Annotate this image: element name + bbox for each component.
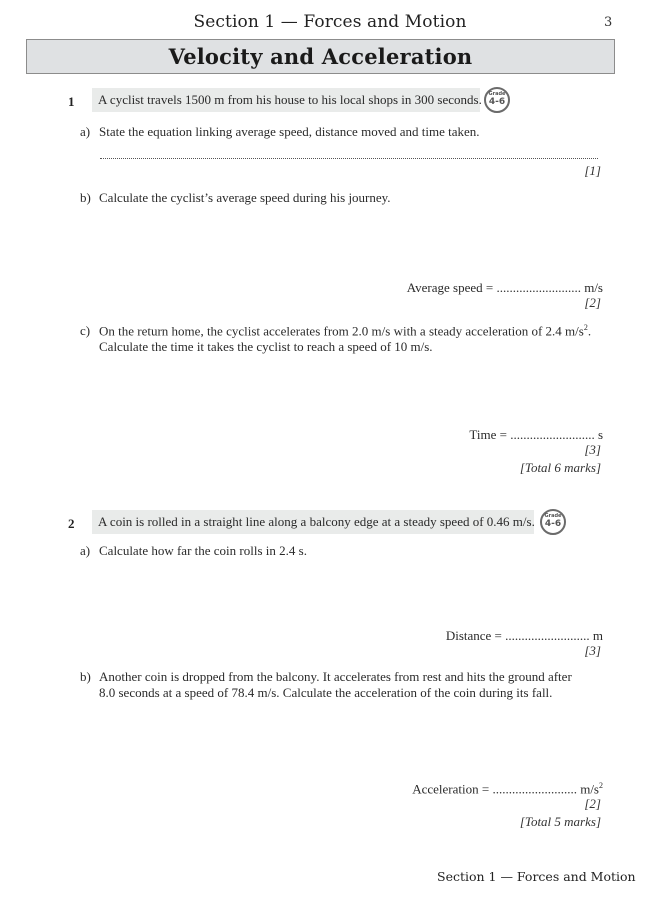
part-text: Calculate the cyclist’s average speed during his journey. [99, 190, 391, 205]
grade-badge-q2 [540, 509, 566, 535]
marks-1a: [1] [584, 163, 601, 178]
question-1a [80, 124, 480, 140]
answer-unit: m/s [580, 280, 603, 295]
question-number-2: 2 [68, 516, 75, 531]
part-label: b) [80, 669, 91, 684]
grade-label: Grade [544, 513, 562, 519]
answer-prefix: Average speed = [406, 280, 497, 295]
answer-dots[interactable]: .......................... [505, 628, 590, 643]
page-title: Velocity and Acceleration [168, 44, 473, 69]
title-banner [26, 39, 615, 74]
question-1-stem: A cyclist travels 1500 m from his house to his local shops in 300 seconds. [92, 88, 480, 112]
part-label: c) [80, 323, 91, 339]
answer-prefix: Distance = [445, 628, 506, 643]
part-label: a) [80, 124, 91, 139]
part-text-line1: Another coin is dropped from the balcony. It accelerates from rest and hits the ground after [99, 669, 572, 684]
marks-1c: [3] [584, 442, 601, 457]
grade-range: 4-6 [544, 519, 562, 529]
part-text: State the equation linking average speed, distance moved and time taken. [99, 124, 480, 139]
grade-badge-q1 [484, 87, 510, 113]
part-text-line2: 8.0 seconds at a speed of 78.4 m/s. Calculate the acceleration of the coin during its fall. [99, 685, 553, 700]
answer-line-1a[interactable] [100, 158, 598, 159]
answer-field-acceleration[interactable] [412, 781, 603, 797]
answer-unit: s [594, 427, 603, 442]
question-2-stem: A coin is rolled in a straight line along a balcony edge at a steady speed of 0.46 m/s. [92, 510, 534, 534]
marks-2b: [2] [584, 796, 601, 811]
period: . [587, 323, 592, 339]
marks-1b: [2] [584, 295, 601, 310]
superscript: 2 [583, 323, 588, 332]
question-1c [80, 320, 591, 355]
part-label: b) [80, 190, 91, 205]
question-2a [80, 543, 307, 559]
part-text-line1: On the return home, the cyclist accelerates from 2.0 m/s with a steady acceleration of 2.4 m/s [99, 323, 584, 339]
answer-field-average-speed[interactable] [407, 280, 603, 296]
answer-field-distance[interactable] [446, 628, 603, 644]
total-marks-q2: [Total 5 marks] [519, 814, 601, 829]
answer-dots[interactable]: .......................... [492, 781, 577, 797]
part-text-line2: Calculate the time it takes the cyclist to reach a speed of 10 m/s. [99, 339, 433, 355]
grade-label: Grade [488, 91, 506, 97]
answer-unit: m [589, 628, 603, 643]
section-header: Section 1 — Forces and Motion [193, 12, 467, 32]
answer-dots[interactable]: .......................... [510, 427, 595, 442]
question-number-1: 1 [68, 94, 75, 109]
answer-dots[interactable]: .......................... [496, 280, 581, 295]
answer-prefix: Acceleration = [412, 781, 493, 797]
answer-field-time[interactable] [469, 427, 603, 443]
grade-range: 4-6 [488, 97, 506, 107]
total-marks-q1: [Total 6 marks] [519, 460, 601, 475]
part-label: a) [80, 543, 91, 558]
marks-2a: [3] [584, 643, 601, 658]
answer-prefix: Time = [469, 427, 511, 442]
page-number: 3 [604, 15, 613, 30]
page-footer: Section 1 — Forces and Motion [437, 869, 636, 884]
question-2b [80, 669, 572, 701]
question-1b [80, 190, 391, 206]
part-text: Calculate how far the coin rolls in 2.4 s. [99, 543, 307, 558]
superscript: 2 [599, 781, 603, 790]
answer-unit: m/s [576, 781, 599, 797]
